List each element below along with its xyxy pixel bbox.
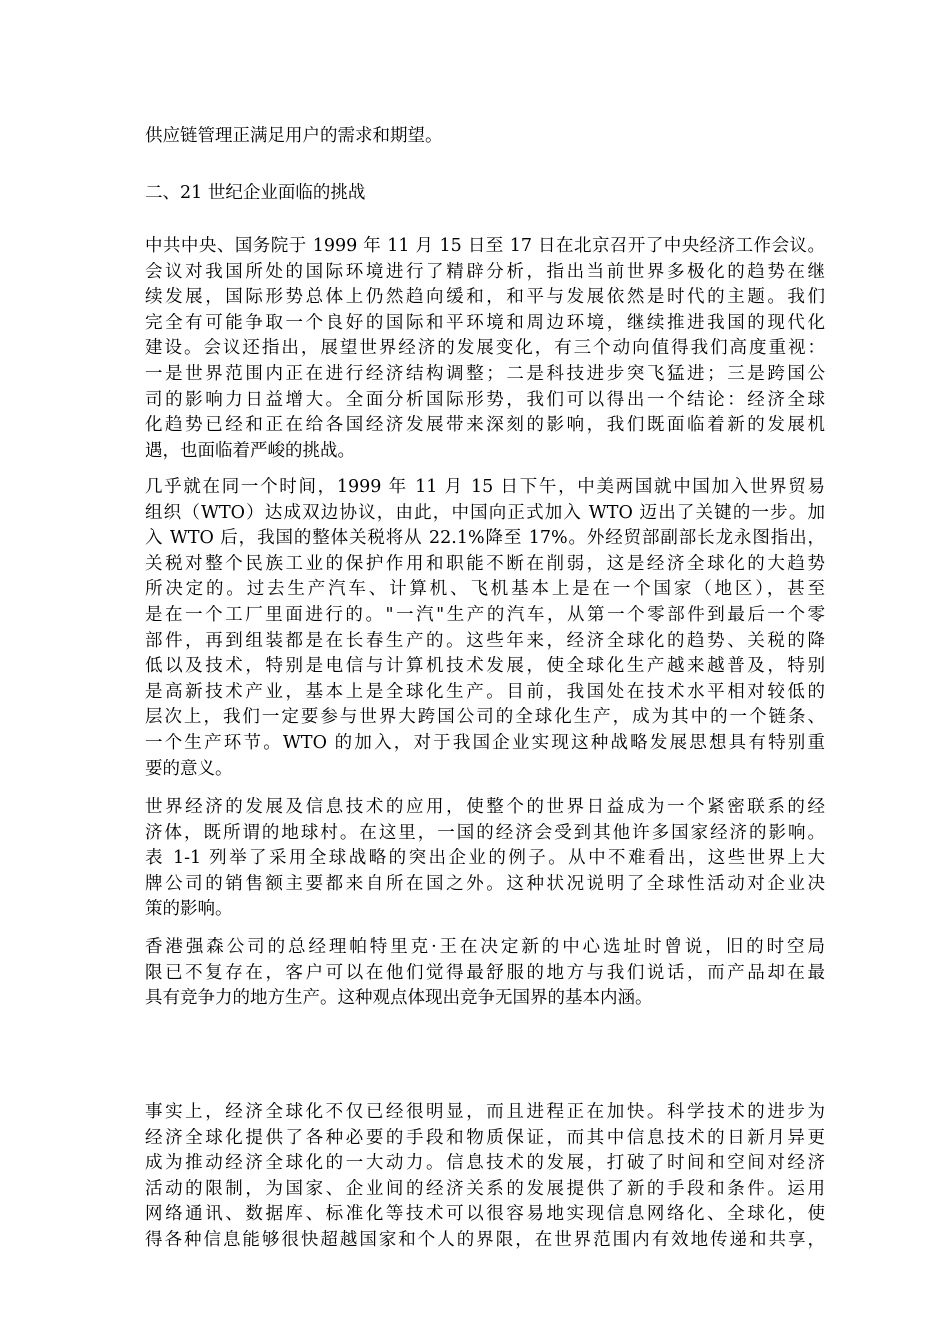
paragraph-global-village xyxy=(145,795,825,923)
text-line: 一个生产环节。WTO 的加入，对于我国企业实现这种战略发展思想具有特别重 xyxy=(145,732,825,753)
text-line: 牌公司的销售额主要都来自所在国之外。这种状况说明了全球性活动对企业决 xyxy=(145,873,825,894)
text-line: 低以及技术，特别是电信与计算机技术发展，使全球化生产越来越普及，特别 xyxy=(145,656,825,677)
text-line: 经济全球化提供了各种必要的手段和物质保证，而其中信息技术的日新月异更 xyxy=(145,1127,825,1148)
text-line: 司的影响力日益增大。全面分析国际形势，我们可以得出一个结论：经济全球 xyxy=(145,389,825,410)
paragraph-wto-agreement xyxy=(145,475,825,782)
text-line: 策的影响。 xyxy=(145,899,233,920)
text-line: 济体，既所谓的地球村。在这里，一国的经济会受到其他许多国家经济的影响。 xyxy=(145,822,825,843)
heading-text: 二、21 世纪企业面临的挑战 xyxy=(145,183,366,203)
text-line: 活动的限制，为国家、企业间的经济关系的发展提供了新的手段和条件。运用 xyxy=(145,1178,825,1199)
paragraph-hong-kong-company xyxy=(145,935,825,1012)
text-line: 网络通讯、数据库、标准化等技术可以很容易地实现信息网络化、全球化，使 xyxy=(145,1204,825,1225)
text-line: 一是世界范围内正在进行经济结构调整；二是科技进步突飞猛进；三是跨国公 xyxy=(145,363,825,384)
text-line: 会议对我国所处的国际环境进行了精辟分析，指出当前世界多极化的趋势在继 xyxy=(145,261,825,282)
text-line: 是高新技术产业，基本上是全球化生产。目前，我国处在技术水平相对较低的 xyxy=(145,681,825,702)
text-line: 成为推动经济全球化的一大动力。信息技术的发展，打破了时间和空间对经济 xyxy=(145,1153,825,1174)
text-line: 世界经济的发展及信息技术的应用，使整个的世界日益成为一个紧密联系的经 xyxy=(145,797,825,817)
text-line: 遇，也面临着严峻的挑战。 xyxy=(145,440,355,461)
text-line: 组织（WTO）达成双边协议，由此，中国向正式加入 WTO 迈出了关键的一步。加 xyxy=(145,502,825,523)
text-line: 要的意义。 xyxy=(145,758,233,779)
text-line: 层次上，我们一定要参与世界大跨国公司的全球化生产，成为其中的一个链条、 xyxy=(145,707,825,728)
text-line: 所决定的。过去生产汽车、计算机、飞机基本上是在一个国家（地区），甚至 xyxy=(145,579,825,600)
text-line: 限已不复存在，客户可以在他们觉得最舒服的地方与我们说话，而产品却在最 xyxy=(145,962,825,983)
text-line: 完全有可能争取一个良好的国际和平环境和周边环境，继续推进我国的现代化 xyxy=(145,312,825,333)
text-line: 中共中央、国务院于 1999 年 11 月 15 日至 17 日在北京召开了中央经济工作会议。 xyxy=(145,236,825,256)
text-line: 是在一个工厂里面进行的。"一汽"生产的汽车，从第一个零部件到最后一个零 xyxy=(145,604,825,625)
text-line: 化趋势已经和正在给各国经济发展带来深刻的影响，我们既面临着新的发展机 xyxy=(145,415,825,436)
text-line: 几乎就在同一个时间，1999 年 11 月 15 日下午，中美两国就中国加入世界贸易 xyxy=(145,477,825,497)
text-line: 建设。会议还指出，展望世界经济的发展变化，有三个动向值得我们高度重视： xyxy=(145,338,825,359)
paragraph-intro-ending xyxy=(145,124,825,150)
paragraph-economic-conference xyxy=(145,234,825,464)
text-line: 得各种信息能够很快超越国家和个人的界限，在世界范围内有效地传递和共享， xyxy=(145,1229,825,1250)
paragraph-information-technology xyxy=(145,1100,825,1254)
text-line: 供应链管理正满足用户的需求和期望。 xyxy=(145,126,443,146)
section-heading xyxy=(145,181,825,207)
text-line: 关税对整个民族工业的保护作用和职能不断在削弱，这是经济全球化的大趋势 xyxy=(145,553,825,574)
text-line: 入 WTO 后，我国的整体关税将从 22.1%降至 17%。外经贸部副部长龙永图指出， xyxy=(145,528,825,549)
text-line: 香港强森公司的总经理帕特里克·王在决定新的中心选址时曾说，旧的时空局 xyxy=(145,937,825,957)
text-line: 事实上，经济全球化不仅已经很明显，而且进程正在加快。科学技术的进步为 xyxy=(145,1102,825,1122)
text-line: 部件，再到组装都是在长春生产的。这些年来，经济全球化的趋势、关税的降 xyxy=(145,630,825,651)
text-line: 具有竞争力的地方生产。这种观点体现出竞争无国界的基本内涵。 xyxy=(145,988,653,1009)
text-line: 表 1-1 列举了采用全球战略的突出企业的例子。从中不难看出，这些世界上大 xyxy=(145,848,825,869)
text-line: 续发展，国际形势总体上仍然趋向缓和，和平与发展依然是时代的主题。我们 xyxy=(145,287,825,308)
